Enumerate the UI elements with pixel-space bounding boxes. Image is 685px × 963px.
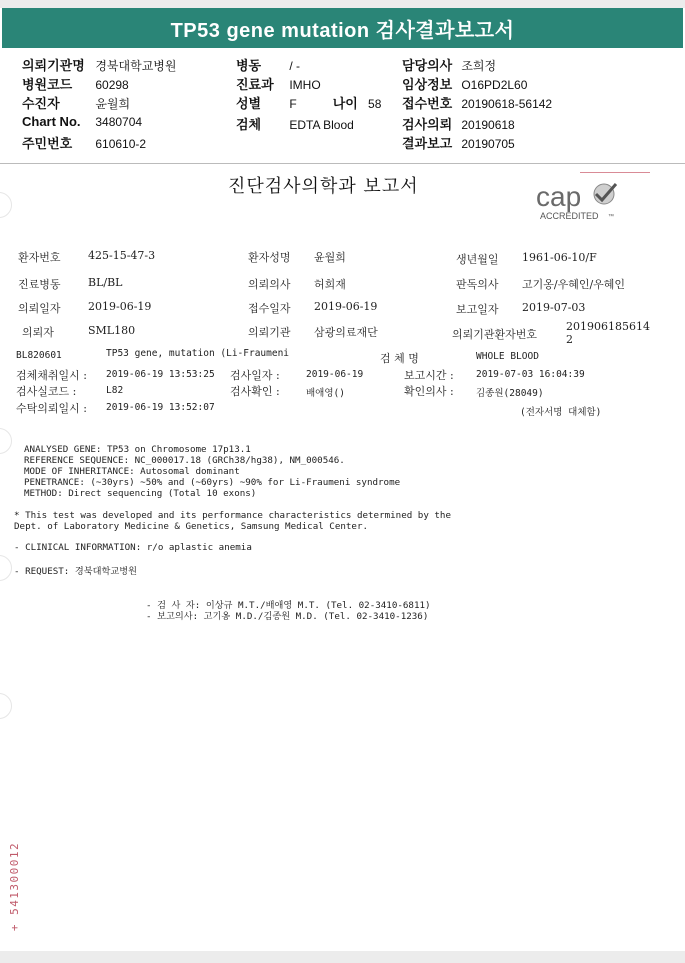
label-patient-no: 환자번호 xyxy=(18,251,61,264)
e-signature-note: (전자서명 대체함) xyxy=(520,407,602,418)
reporting-doctor-line: - 보고의사: 고기옹 M.D./김종원 M.D. (Tel. 02-3410-1236) xyxy=(146,611,429,622)
value-test-confirm: 배애영() xyxy=(306,388,345,399)
label-reading-doctor: 판독의사 xyxy=(456,278,499,291)
label-lab-code: 검사실코드 : xyxy=(16,385,77,398)
analysed-gene: ANALYSED GENE: TP53 on Chromosome 17p13.1 xyxy=(24,444,251,455)
header-row-1: 의뢰기관명 경북대학교병원 xyxy=(22,58,177,73)
value-patient-name: 윤월희 xyxy=(314,251,346,264)
value-consign-time: 2019-06-19 13:52:07 xyxy=(106,402,215,413)
value-test-date: 2019-06-19 xyxy=(306,369,364,380)
value-collect-time: 2019-06-19 13:53:25 xyxy=(106,369,215,380)
header-divider xyxy=(0,163,685,164)
report-title-bar xyxy=(2,8,683,48)
label-requester: 의뢰자 xyxy=(22,326,54,339)
header-row-4: Chart No. 3480704 xyxy=(22,114,143,129)
method: METHOD: Direct sequencing (Total 10 exons) xyxy=(24,488,257,499)
label-request-date: 의뢰일자 xyxy=(18,302,61,315)
value-birthdate: 1961-06-10/F xyxy=(522,251,597,264)
value-request-date: 2019-06-19 xyxy=(88,300,152,313)
value-org-patient-no-suffix: 2 xyxy=(566,333,573,346)
value-confirm-doctor: 김종원(28049) xyxy=(476,388,544,399)
header-sex: 성별 F 나이 58 xyxy=(236,96,382,111)
request-org: - REQUEST: 경북대학교병원 xyxy=(14,566,137,577)
clinical-information: - CLINICAL INFORMATION: r/o aplastic anemia xyxy=(14,542,252,553)
header-report-date: 결과보고 20190705 xyxy=(402,136,515,151)
punch-hole xyxy=(0,428,12,454)
label-patient-name: 환자성명 xyxy=(248,251,291,264)
label-report-time: 보고시간 : xyxy=(404,369,454,382)
red-rule xyxy=(580,172,650,173)
punch-hole xyxy=(0,555,12,581)
header-accession: 접수번호 20190618-56142 xyxy=(402,96,553,111)
bottom-frame xyxy=(0,951,685,963)
test-name: TP53 gene, mutation (Li-Fraumeni xyxy=(106,348,290,359)
scanned-report-title: 진단검사의학과 보고서 xyxy=(228,176,419,197)
label-receipt-date: 접수일자 xyxy=(248,302,291,315)
value-requester: SML180 xyxy=(88,324,136,337)
punch-hole xyxy=(0,693,12,719)
tester-line: - 검 사 자: 이상규 M.T./배애영 M.T. (Tel. 02-3410-6811) xyxy=(146,600,431,611)
label-test-confirm: 검사확인 : xyxy=(230,385,280,398)
disclaimer-line-2: Dept. of Laboratory Medicine & Genetics, Samsung Medical Center. xyxy=(14,521,369,532)
header-row-2: 병원코드 60298 xyxy=(22,77,129,92)
label-report-date: 보고일자 xyxy=(456,303,499,316)
value-report-time: 2019-07-03 16:04:39 xyxy=(476,369,585,380)
header-dept: 진료과 IMHO xyxy=(236,77,321,92)
header-clinical: 임상정보 O16PD2L60 xyxy=(402,77,528,92)
value-requesting-org: 삼광의료재단 xyxy=(314,326,378,339)
label-confirm-doctor: 확인의사 : xyxy=(404,385,454,398)
value-receipt-date: 2019-06-19 xyxy=(314,300,378,313)
value-reading-doctor: 고기옹/우혜인/우혜인 xyxy=(522,278,626,291)
value-ordering-doctor: 허희재 xyxy=(314,278,346,291)
header-request-date: 검사의뢰 20190618 xyxy=(402,117,515,132)
test-code: BL820601 xyxy=(16,350,62,361)
value-patient-no: 425-15-47-3 xyxy=(88,249,156,262)
label-org-patient-no: 의뢰기관환자번호 xyxy=(452,328,538,341)
cap-logo-sub: ACCREDITED xyxy=(540,211,599,221)
value-org-patient-no: 201906185614 xyxy=(566,320,650,333)
value-ward: BL/BL xyxy=(88,276,123,289)
header-doctor: 담당의사 조희정 xyxy=(402,58,497,73)
top-frame xyxy=(0,0,685,8)
value-lab-code: L82 xyxy=(106,385,124,396)
penetrance: PENETRANCE: (~30yrs) ~50% and (~60yrs) ~90% for Li-Fraumeni syndrome xyxy=(24,477,401,488)
header-specimen: 검체 EDTA Blood xyxy=(236,117,354,132)
label-collect-time: 검체채취일시 : xyxy=(16,369,87,382)
reference-sequence: REFERENCE SEQUENCE: NC_000017.18 (GRCh38/hg38), NM_000546. xyxy=(24,455,345,466)
label-specimen: 검 체 명 xyxy=(380,352,419,365)
header-row-3: 수진자 윤월희 xyxy=(22,96,131,111)
report-title: TP53 gene mutation 검사결과보고서 xyxy=(170,19,515,42)
disclaimer-line-1: * This test was developed and its performance characteristics determined by the xyxy=(14,510,451,521)
label-test-date: 검사일자 : xyxy=(230,369,280,382)
label-consign-time: 수탁의뢰일시 : xyxy=(16,402,87,415)
header-ward: 병동 / - xyxy=(236,58,301,73)
side-barcode-number: + 541300012 xyxy=(8,841,22,932)
mode-of-inheritance: MODE OF INHERITANCE: Autosomal dominant xyxy=(24,466,240,477)
label-requesting-org: 의뢰기관 xyxy=(248,326,291,339)
value-report-date: 2019-07-03 xyxy=(522,301,586,314)
punch-hole xyxy=(0,192,12,218)
label-ordering-doctor: 의뢰의사 xyxy=(248,278,291,291)
header-row-5: 주민번호 610610-2 xyxy=(22,136,147,151)
cap-logo-tm: ™ xyxy=(608,214,614,220)
label-birthdate: 생년월일 xyxy=(456,253,499,266)
label-ward: 진료병동 xyxy=(18,278,61,291)
cap-accredited-logo xyxy=(536,180,626,224)
cap-logo-text: cap xyxy=(536,181,582,212)
value-specimen: WHOLE BLOOD xyxy=(476,351,539,362)
